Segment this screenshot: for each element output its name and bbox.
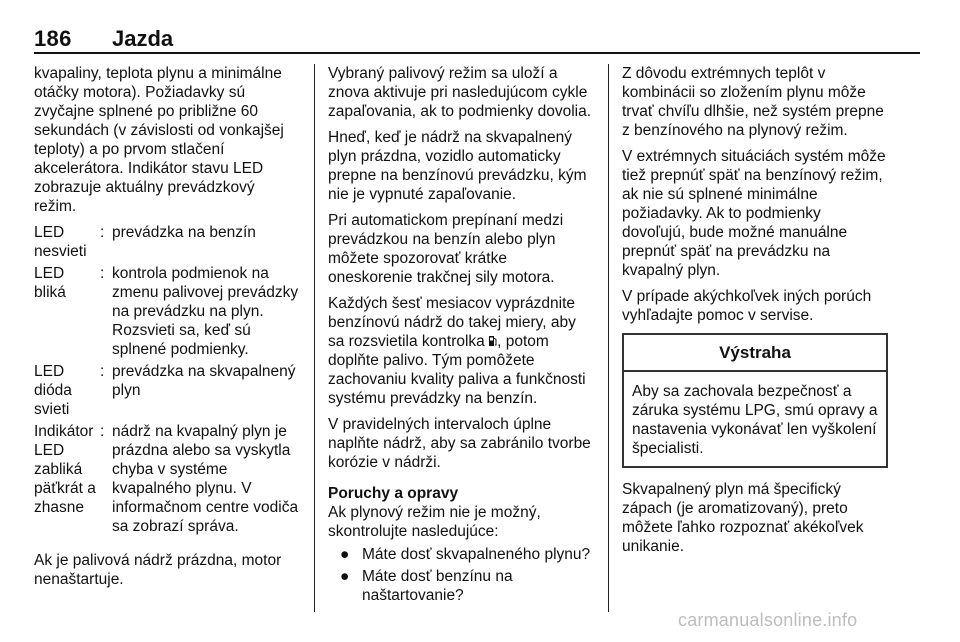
list-item-text: Máte dosť benzínu na naštartovanie? <box>362 568 513 604</box>
empty-tank-paragraph: Ak je palivová nádrž prázdna, motor nenaštartuje. <box>34 552 282 588</box>
warning-body: Aby sa zachovala bezpečnosť a záruka systému LPG, smú opravy a nastavenia vykonávať len vyškolení špecialisti. <box>632 383 878 457</box>
table-row <box>34 422 302 539</box>
paragraph-service: V prípade akýchkoľvek iných porúch vyhľadajte pomoc v servise. <box>622 288 872 324</box>
paragraph-empty-petrol <box>328 294 594 408</box>
bullet-icon: ● <box>340 546 350 563</box>
paragraph-corrosion: V pravidelných intervaloch úplne naplňte nádrž, aby sa zabránilo tvorbe korózie v nádrži. <box>328 416 591 471</box>
text-after-icon: , potom doplňte palivo. Tým pomôžete zachovaniu kvality paliva a funkčnosti systému prevádzky na benzín. <box>328 333 586 407</box>
checklist <box>328 545 594 605</box>
column-right <box>622 64 888 563</box>
list-item-text: Máte dosť skvapalneného plynu? <box>362 546 591 563</box>
paragraph-extreme-temps: Z dôvodu extrémnych teplôt v kombinácii so zložením plynu môže trvať chvíľu dlhšie, než systém prepne z benzínového na plynový režim. <box>622 65 884 139</box>
paragraph-switch-delay: Pri automatickom prepínaní medzi prevádzkou na benzín alebo plyn môžete spozorovať krátke oneskorenie trakčnej sily motora. <box>328 212 564 286</box>
paragraph-auto-switch: Hneď, keď je nádrž na skvapalnený plyn prázdna, vozidlo automaticky prepne na benzínovú prevádzku, kým nie je vypnuté zapaľovanie. <box>328 129 587 203</box>
table-row <box>34 264 302 362</box>
led-state-term: LED bliká <box>34 265 66 301</box>
intro-paragraph: kvapaliny, teplota plynu a minimálne otáčky motora). Požiadavky sú zvyčajne splnené po približne 60 sekundách (v závislosti od vonkajšej teploty) a po prvom stlačení akcelerátora. Indikátor stavu LED zobrazuje aktuálny prevádzkový režim. <box>34 65 284 215</box>
led-state-term: LED dióda svieti <box>34 363 72 418</box>
watermark: carmanualsonline.info <box>678 610 858 630</box>
text-before-icon: Každých šesť mesiacov vyprázdnite benzínovú nádrž do takej miery, aby sa rozsvietila kontrolka <box>328 295 576 350</box>
list-item <box>328 567 594 605</box>
column-middle <box>328 64 594 608</box>
led-state-term: LED nesvieti <box>34 224 87 260</box>
led-state-description: prevádzka na skvapalnený plyn <box>112 363 296 399</box>
list-item <box>328 545 594 564</box>
term-separator: : <box>100 423 105 440</box>
warning-box <box>622 333 888 468</box>
term-separator: : <box>100 224 105 241</box>
led-state-description: prevádzka na benzín <box>112 224 256 241</box>
led-state-description: nádrž na kvapalný plyn je prázdna alebo sa vyskytla chyba v systéme kvapalného plynu. V informačnom centre vodiča sa zobrazí správa. <box>112 423 299 535</box>
paragraph-check: Ak plynový režim nie je možný, skontrolujte nasledujúce: <box>328 504 541 540</box>
header-rule <box>34 52 920 54</box>
page-header <box>34 12 920 52</box>
page-number: 186 <box>34 26 72 51</box>
term-separator: : <box>100 363 105 380</box>
table-row <box>34 223 302 264</box>
term-separator: : <box>100 265 105 282</box>
led-status-table <box>34 223 302 539</box>
column-left <box>34 64 300 596</box>
bullet-icon: ● <box>340 568 350 585</box>
column-divider-2 <box>608 64 609 612</box>
paragraph-fuel-mode: Vybraný palivový režim sa uloží a znova aktivuje pri nasledujúcom cykle zapaľovania, ak to podmienky dovolia. <box>328 65 592 120</box>
paragraph-smell: Skvapalnený plyn má špecifický zápach (je aromatizovaný), preto môžete ľahko rozpoznať akékoľvek unikanie. <box>622 481 864 555</box>
led-state-term: Indikátor LED zabliká päťkrát a zhasne <box>34 423 96 516</box>
subheading-faults: Poruchy a opravy <box>328 485 459 502</box>
table-row <box>34 362 302 422</box>
section-title: Jazda <box>112 26 174 51</box>
column-divider-1 <box>314 64 315 612</box>
warning-title: Výstraha <box>624 335 886 372</box>
paragraph-extreme-situations: V extrémnych situáciách systém môže tiež prepnúť späť na benzínový režim, ak nie sú splnené minimálne požiadavky. Ak to podmienky dovoľujú, bude možné manuálne prepnúť späť na prevádzku na kvapalný plyn. <box>622 148 886 279</box>
led-state-description: kontrola podmienok na zmenu palivovej prevádzky na prevádzku na plyn. Rozsvieti sa, keď sú splnené podmienky. <box>112 265 299 358</box>
fuel-pump-icon <box>489 335 497 347</box>
